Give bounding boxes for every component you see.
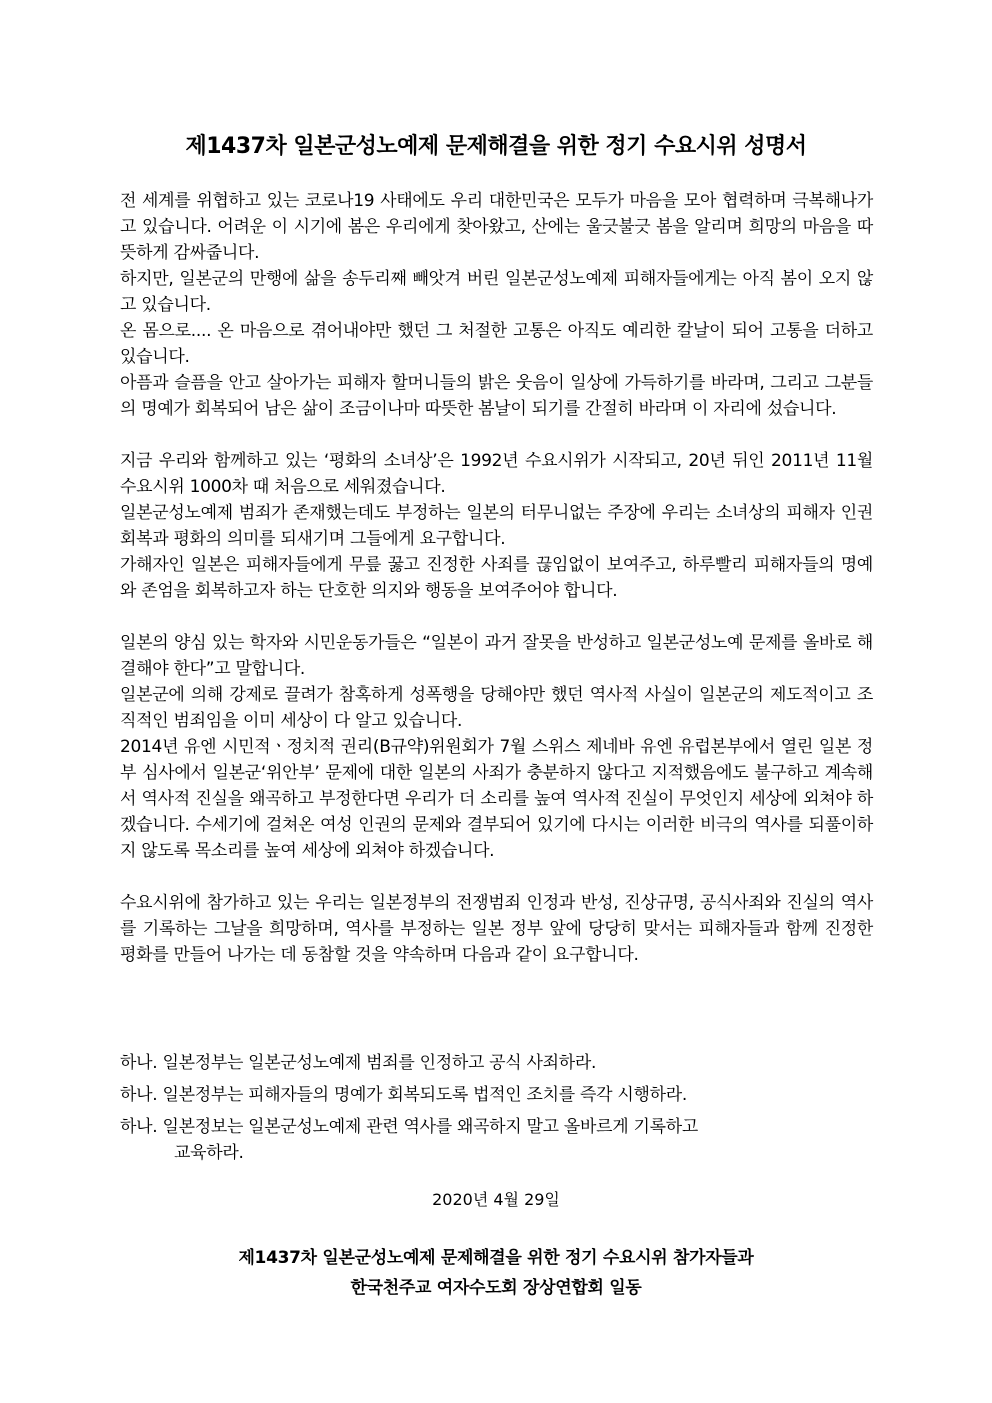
signature-block (0, 1243, 992, 1303)
paragraph-3 (120, 630, 873, 864)
paragraph-line: 수요시위에 참가하고 있는 우리는 일본정부의 전쟁범죄 인정과 반성, 진상규명, 공식사죄와 진실의 역사를 기록하는 그날을 희망하며, 역사를 부정하는 일본 정부 앞에 당당히 맞서는 피해자들과 함께 진정한 평화를 만들어 나가는 데 동참할 것을 약속하며 다음과 같이 요구합니다. (120, 893, 873, 965)
statement-body (120, 188, 873, 994)
paragraph-line: 하지만, 일본군의 만행에 삶을 송두리째 빼앗겨 버린 일본군성노예제 피해자들에게는 아직 봄이 오지 않고 있습니다. (120, 269, 873, 315)
demand-item: 하나. 일본정보는 일본군성노예제 관련 역사를 왜곡하지 말고 올바르게 기록하고 (120, 1117, 698, 1137)
document-title: 제1437차 일본군성노예제 문제해결을 위한 정기 수요시위 성명서 (185, 134, 807, 159)
demand-item: 하나. 일본정부는 일본군성노예제 범죄를 인정하고 공식 사죄하라. (120, 1053, 597, 1073)
signature-line: 제1437차 일본군성노예제 문제해결을 위한 정기 수요시위 참가자들과 (238, 1248, 754, 1268)
paragraph-4 (120, 890, 873, 968)
demand-item: 하나. 일본정부는 피해자들의 명예가 회복되도록 법적인 조치를 즉각 시행하라. (120, 1085, 687, 1105)
demands-list (120, 1050, 873, 1166)
paragraph-line: 온 몸으로.... 온 마음으로 겪어내야만 했던 그 처절한 고통은 아직도 예리한 칼날이 되어 고통을 더하고 있습니다. (120, 321, 873, 367)
paragraph-line: 가해자인 일본은 피해자들에게 무릎 꿇고 진정한 사죄를 끊임없이 보여주고, 하루빨리 피해자들의 명예와 존엄을 회복하고자 하는 단호한 의지와 행동을 보여주어야 합니다. (120, 555, 873, 601)
paragraph-line: 2014년 유엔 시민적ㆍ정치적 권리(B규약)위원회가 7월 스위스 제네바 유엔 유럽본부에서 열린 일본 정부 심사에서 일본군‘위안부’ 문제에 대한 일본의 사죄가 충분하지 않다고 지적했음에도 불구하고 계속해서 역사적 진실을 왜곡하고 부정한다면 우리가 더 소리를 높여 역사적 진실이 무엇인지 세상에 외쳐야 하겠습니다. 수세기에 걸쳐온 여성 인권의 문제와 결부되어 있기에 다시는 이러한 비극의 역사를 되풀이하지 않도록 목소리를 높여 세상에 외쳐야 하겠습니다. (120, 737, 873, 861)
statement-date: 2020년 4월 29일 (432, 1190, 560, 1209)
signature-line: 한국천주교 여자수도회 장상연합회 일동 (350, 1278, 642, 1298)
paragraph-line: 일본군에 의해 강제로 끌려가 참혹하게 성폭행을 당해야만 했던 역사적 사실이 일본군의 제도적이고 조직적인 범죄임을 이미 세상이 다 알고 있습니다. (120, 685, 873, 731)
demand-item-continuation: 교육하라. (174, 1143, 244, 1163)
paragraph-line: 전 세계를 위협하고 있는 코로나19 사태에도 우리 대한민국은 모두가 마음을 모아 협력하며 극복해나가고 있습니다. 어려운 이 시기에 봄은 우리에게 찾아왔고, 산에는 울긋불긋 봄을 알리며 희망의 마음을 따뜻하게 감싸줍니다. (120, 191, 873, 263)
paragraph-1 (120, 188, 873, 422)
paragraph-line: 아픔과 슬픔을 안고 살아가는 피해자 할머니들의 밝은 웃음이 일상에 가득하기를 바라며, 그리고 그분들의 명예가 회복되어 남은 삶이 조금이나마 따뜻한 봄날이 되기를 간절히 바라며 이 자리에 섰습니다. (120, 373, 873, 419)
paragraph-line: 지금 우리와 함께하고 있는 ‘평화의 소녀상’은 1992년 수요시위가 시작되고, 20년 뒤인 2011년 11월 수요시위 1000차 때 처음으로 세워졌습니다. (120, 451, 873, 497)
paragraph-2 (120, 448, 873, 604)
paragraph-line: 일본의 양심 있는 학자와 시민운동가들은 “일본이 과거 잘못을 반성하고 일본군성노예 문제를 올바로 해결해야 한다”고 말합니다. (120, 633, 873, 679)
paragraph-line: 일본군성노예제 범죄가 존재했는데도 부정하는 일본의 터무니없는 주장에 우리는 소녀상의 피해자 인권 회복과 평화의 의미를 되새기며 그들에게 요구합니다. (120, 503, 873, 549)
